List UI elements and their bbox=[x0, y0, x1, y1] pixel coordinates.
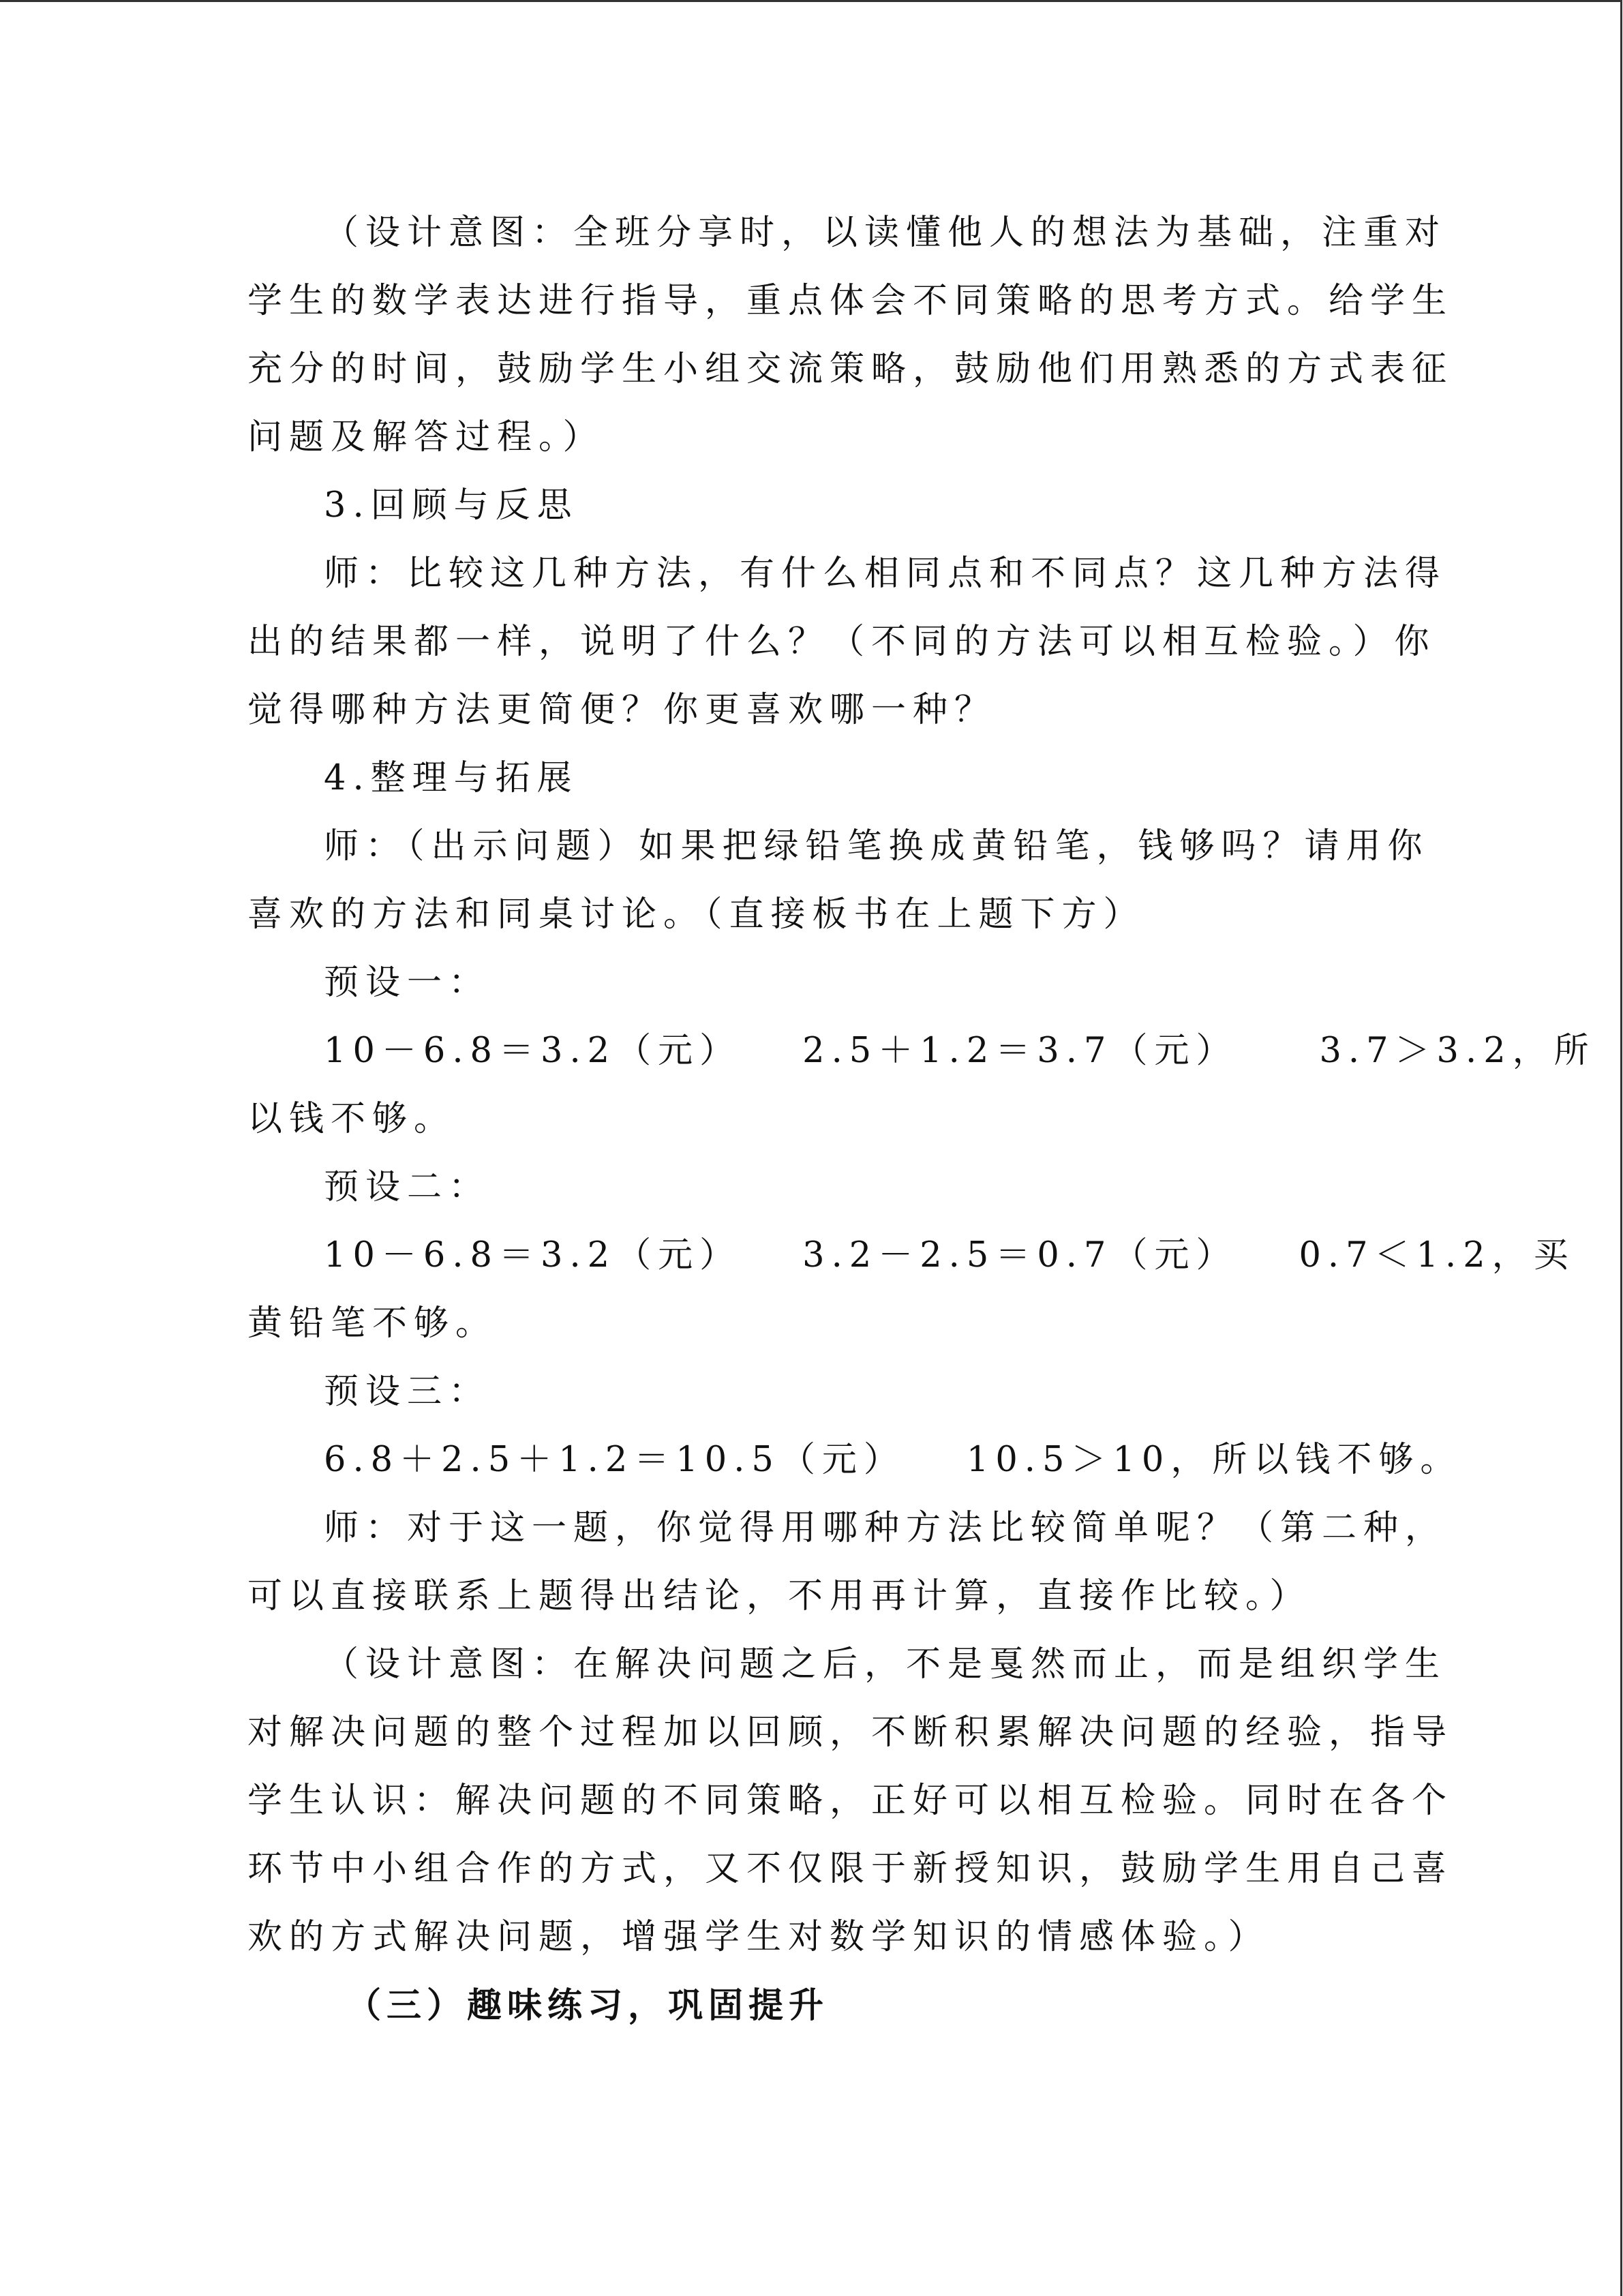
preset-3-equations bbox=[324, 1440, 1461, 1481]
design-intent-2-line-1: （设计意图：在解决问题之后，不是戛然而止，而是组织学生 bbox=[324, 1644, 1447, 1685]
design-intent-2-line-4: 环节中小组合作的方式，又不仅限于新授知识，鼓励学生用自己喜 bbox=[247, 1849, 1454, 1889]
heading-review: 3.回顾与反思 bbox=[324, 485, 579, 526]
preset-1-equations bbox=[324, 1031, 1596, 1072]
preset-2-continuation: 黄铅笔不够。 bbox=[247, 1303, 498, 1344]
preset-1-label: 预设一： bbox=[324, 963, 491, 1003]
review-line-1: 师：比较这几种方法，有什么相同点和不同点？这几种方法得 bbox=[324, 554, 1447, 594]
heading-extend: 4.整理与拓展 bbox=[324, 758, 579, 798]
preset-3-eq2: 10.5＞10，所以钱不够。 bbox=[966, 1440, 1462, 1480]
design-intent-2-line-5: 欢的方式解决问题，增强学生对数学知识的情感体验。） bbox=[247, 1917, 1270, 1957]
design-intent-2-line-3: 学生认识：解决问题的不同策略，正好可以相互检验。同时在各个 bbox=[247, 1781, 1454, 1821]
design-intent-1-line-3: 充分的时间，鼓励学生小组交流策略，鼓励他们用熟悉的方式表征 bbox=[247, 349, 1454, 389]
design-intent-1-line-4: 问题及解答过程。） bbox=[247, 417, 605, 457]
heading-section-three: （三）趣味练习，巩固提升 bbox=[346, 1985, 830, 2026]
teacher-question-line-1: 师：对于这一题，你觉得用哪种方法比较简单呢？（第二种， bbox=[324, 1508, 1447, 1548]
preset-3-eq1: 6.8＋2.5＋1.2＝10.5（元） bbox=[324, 1440, 905, 1480]
preset-2-eq1: 10－6.8＝3.2（元） bbox=[324, 1235, 742, 1275]
preset-1-eq1: 10－6.8＝3.2（元） bbox=[324, 1031, 742, 1071]
preset-2-eq2: 3.2－2.5＝0.7（元） bbox=[802, 1235, 1238, 1275]
design-intent-2-line-2: 对解决问题的整个过程加以回顾，不断积累解决问题的经验，指导 bbox=[247, 1712, 1454, 1753]
design-intent-1-line-1: （设计意图：全班分享时，以读懂他人的想法为基础，注重对 bbox=[324, 213, 1447, 253]
review-line-3: 觉得哪种方法更简便？你更喜欢哪一种？ bbox=[247, 690, 997, 730]
preset-2-label: 预设二： bbox=[324, 1167, 491, 1207]
preset-1-eq2: 2.5＋1.2＝3.7（元） bbox=[802, 1031, 1238, 1071]
preset-1-continuation: 以钱不够。 bbox=[247, 1099, 456, 1139]
extend-line-2: 喜欢的方法和同桌讨论。（直接板书在上题下方） bbox=[247, 894, 1145, 935]
preset-2-eq3: 0.7＜1.2，买 bbox=[1299, 1235, 1575, 1275]
extend-line-1: 师：（出示问题）如果把绿铅笔换成黄铅笔，钱够吗？请用你 bbox=[324, 826, 1429, 866]
design-intent-1-line-2: 学生的数学表达进行指导，重点体会不同策略的思考方式。给学生 bbox=[247, 281, 1454, 321]
preset-2-equations bbox=[324, 1235, 1575, 1276]
teacher-question-line-2: 可以直接联系上题得出结论，不用再计算，直接作比较。） bbox=[247, 1576, 1311, 1616]
review-line-2: 出的结果都一样，说明了什么？（不同的方法可以相互检验。）你 bbox=[247, 622, 1436, 662]
preset-1-eq3: 3.7＞3.2，所 bbox=[1319, 1031, 1596, 1071]
preset-3-label: 预设三： bbox=[324, 1372, 491, 1412]
